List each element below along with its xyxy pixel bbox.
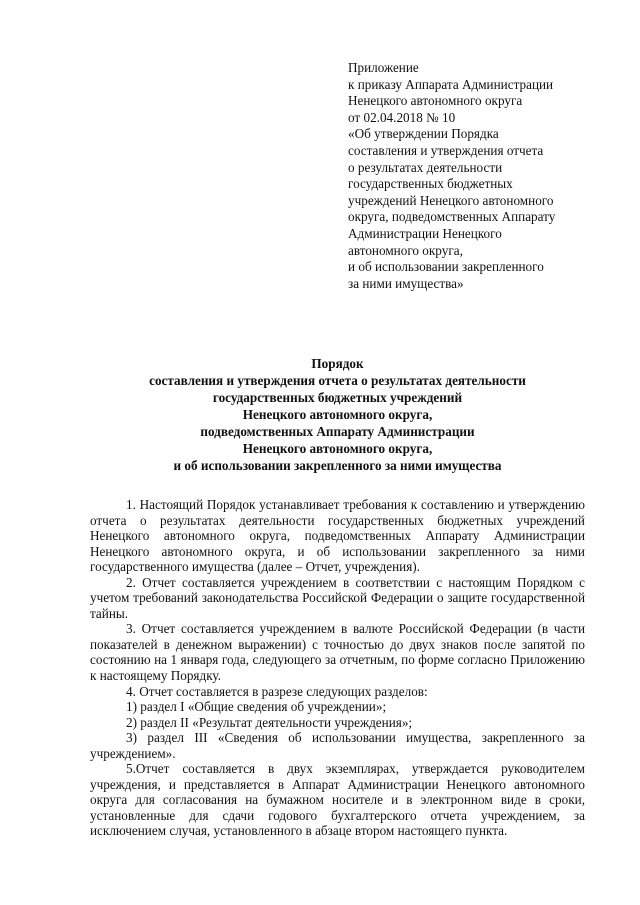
paragraph-item-5: 5.Отчет составляется в двух экземплярах, утверждается руководителем учреждения, и представляется в Аппарат Администрации Ненецкого автономного округа для согласования на бумажном носителе и в электронном виде в сроки, установленные для сдачи годового бухгалтерского отчета учреждением, за исключением случая, установленного в абзаце втором настоящего пункта.: [90, 761, 585, 839]
appendix-line: Ненецкого автономного округа: [348, 93, 523, 109]
title-line: государственных бюджетных учреждений: [212, 390, 463, 405]
appendix-line: к приказу Аппарата Администрации: [348, 76, 554, 92]
appendix-line: государственных бюджетных: [348, 176, 513, 192]
paragraph-item-2: 2. Отчет составляется учреждением в соответствии с настоящим Порядком с учетом требований законодательства Российской Федерации о защите государственной тайны.: [90, 574, 585, 621]
appendix-line: «Об утверждении Порядка: [348, 126, 499, 142]
appendix-line: о результатах деятельности: [348, 159, 503, 175]
appendix-line: учреждений Ненецкого автономного: [348, 192, 554, 208]
section-list-item-3: 3) раздел III «Сведения об использовании имущества, закрепленного за учреждением».: [90, 730, 585, 761]
paragraph-item-3: 3. Отчет составляется учреждением в валюте Российской Федерации (в части показателей в денежном выражении) с точностью до двух знаков после запятой по состоянию на 1 января года, следующего за отчетным, по форме согласно Приложению к настоящему Порядку.: [90, 621, 585, 684]
appendix-line: Приложение: [348, 60, 419, 75]
appendix-line: Администрации Ненецкого: [348, 225, 502, 241]
appendix-line: автономного округа,: [348, 242, 463, 258]
title-line: Порядок: [311, 356, 364, 371]
appendix-line: за ними имущества»: [348, 275, 464, 291]
title-line: подведомственных Аппарату Администрации: [200, 424, 475, 439]
paragraph-item-4: 4. Отчет составляется в разрезе следующих разделов:: [126, 683, 428, 699]
appendix-line: от 02.04.2018 № 10: [348, 109, 456, 125]
appendix-header: [348, 60, 610, 292]
title-line: и об использовании закрепленного за ними имущества: [173, 458, 502, 473]
title-line: составления и утверждения отчета о результатах деятельности: [149, 373, 526, 388]
section-list-item-1: 1) раздел I «Общие сведения об учреждении»;: [126, 699, 387, 715]
appendix-line: и об использовании закрепленного: [348, 259, 544, 275]
section-list-item-2: 2) раздел II «Результат деятельности учреждения»;: [126, 714, 413, 730]
document-title: [90, 355, 585, 474]
appendix-line: округа, подведомственных Аппарату: [348, 209, 556, 225]
paragraph-item-1: 1. Настоящий Порядок устанавливает требования к составлению и утверждению отчета о результатах деятельности государственных бюджетных учреждений Ненецкого автономного округа, подведомственных Аппарату Администрации Ненецкого автономного округа, и об использовании закрепленного за ними государственного имущества (далее – Отчет, учреждения).: [90, 497, 585, 575]
title-line: Ненецкого автономного округа,: [242, 441, 433, 456]
title-line: Ненецкого автономного округа,: [242, 407, 433, 422]
document-body: [90, 497, 585, 839]
appendix-line: составления и утверждения отчета: [348, 142, 544, 158]
